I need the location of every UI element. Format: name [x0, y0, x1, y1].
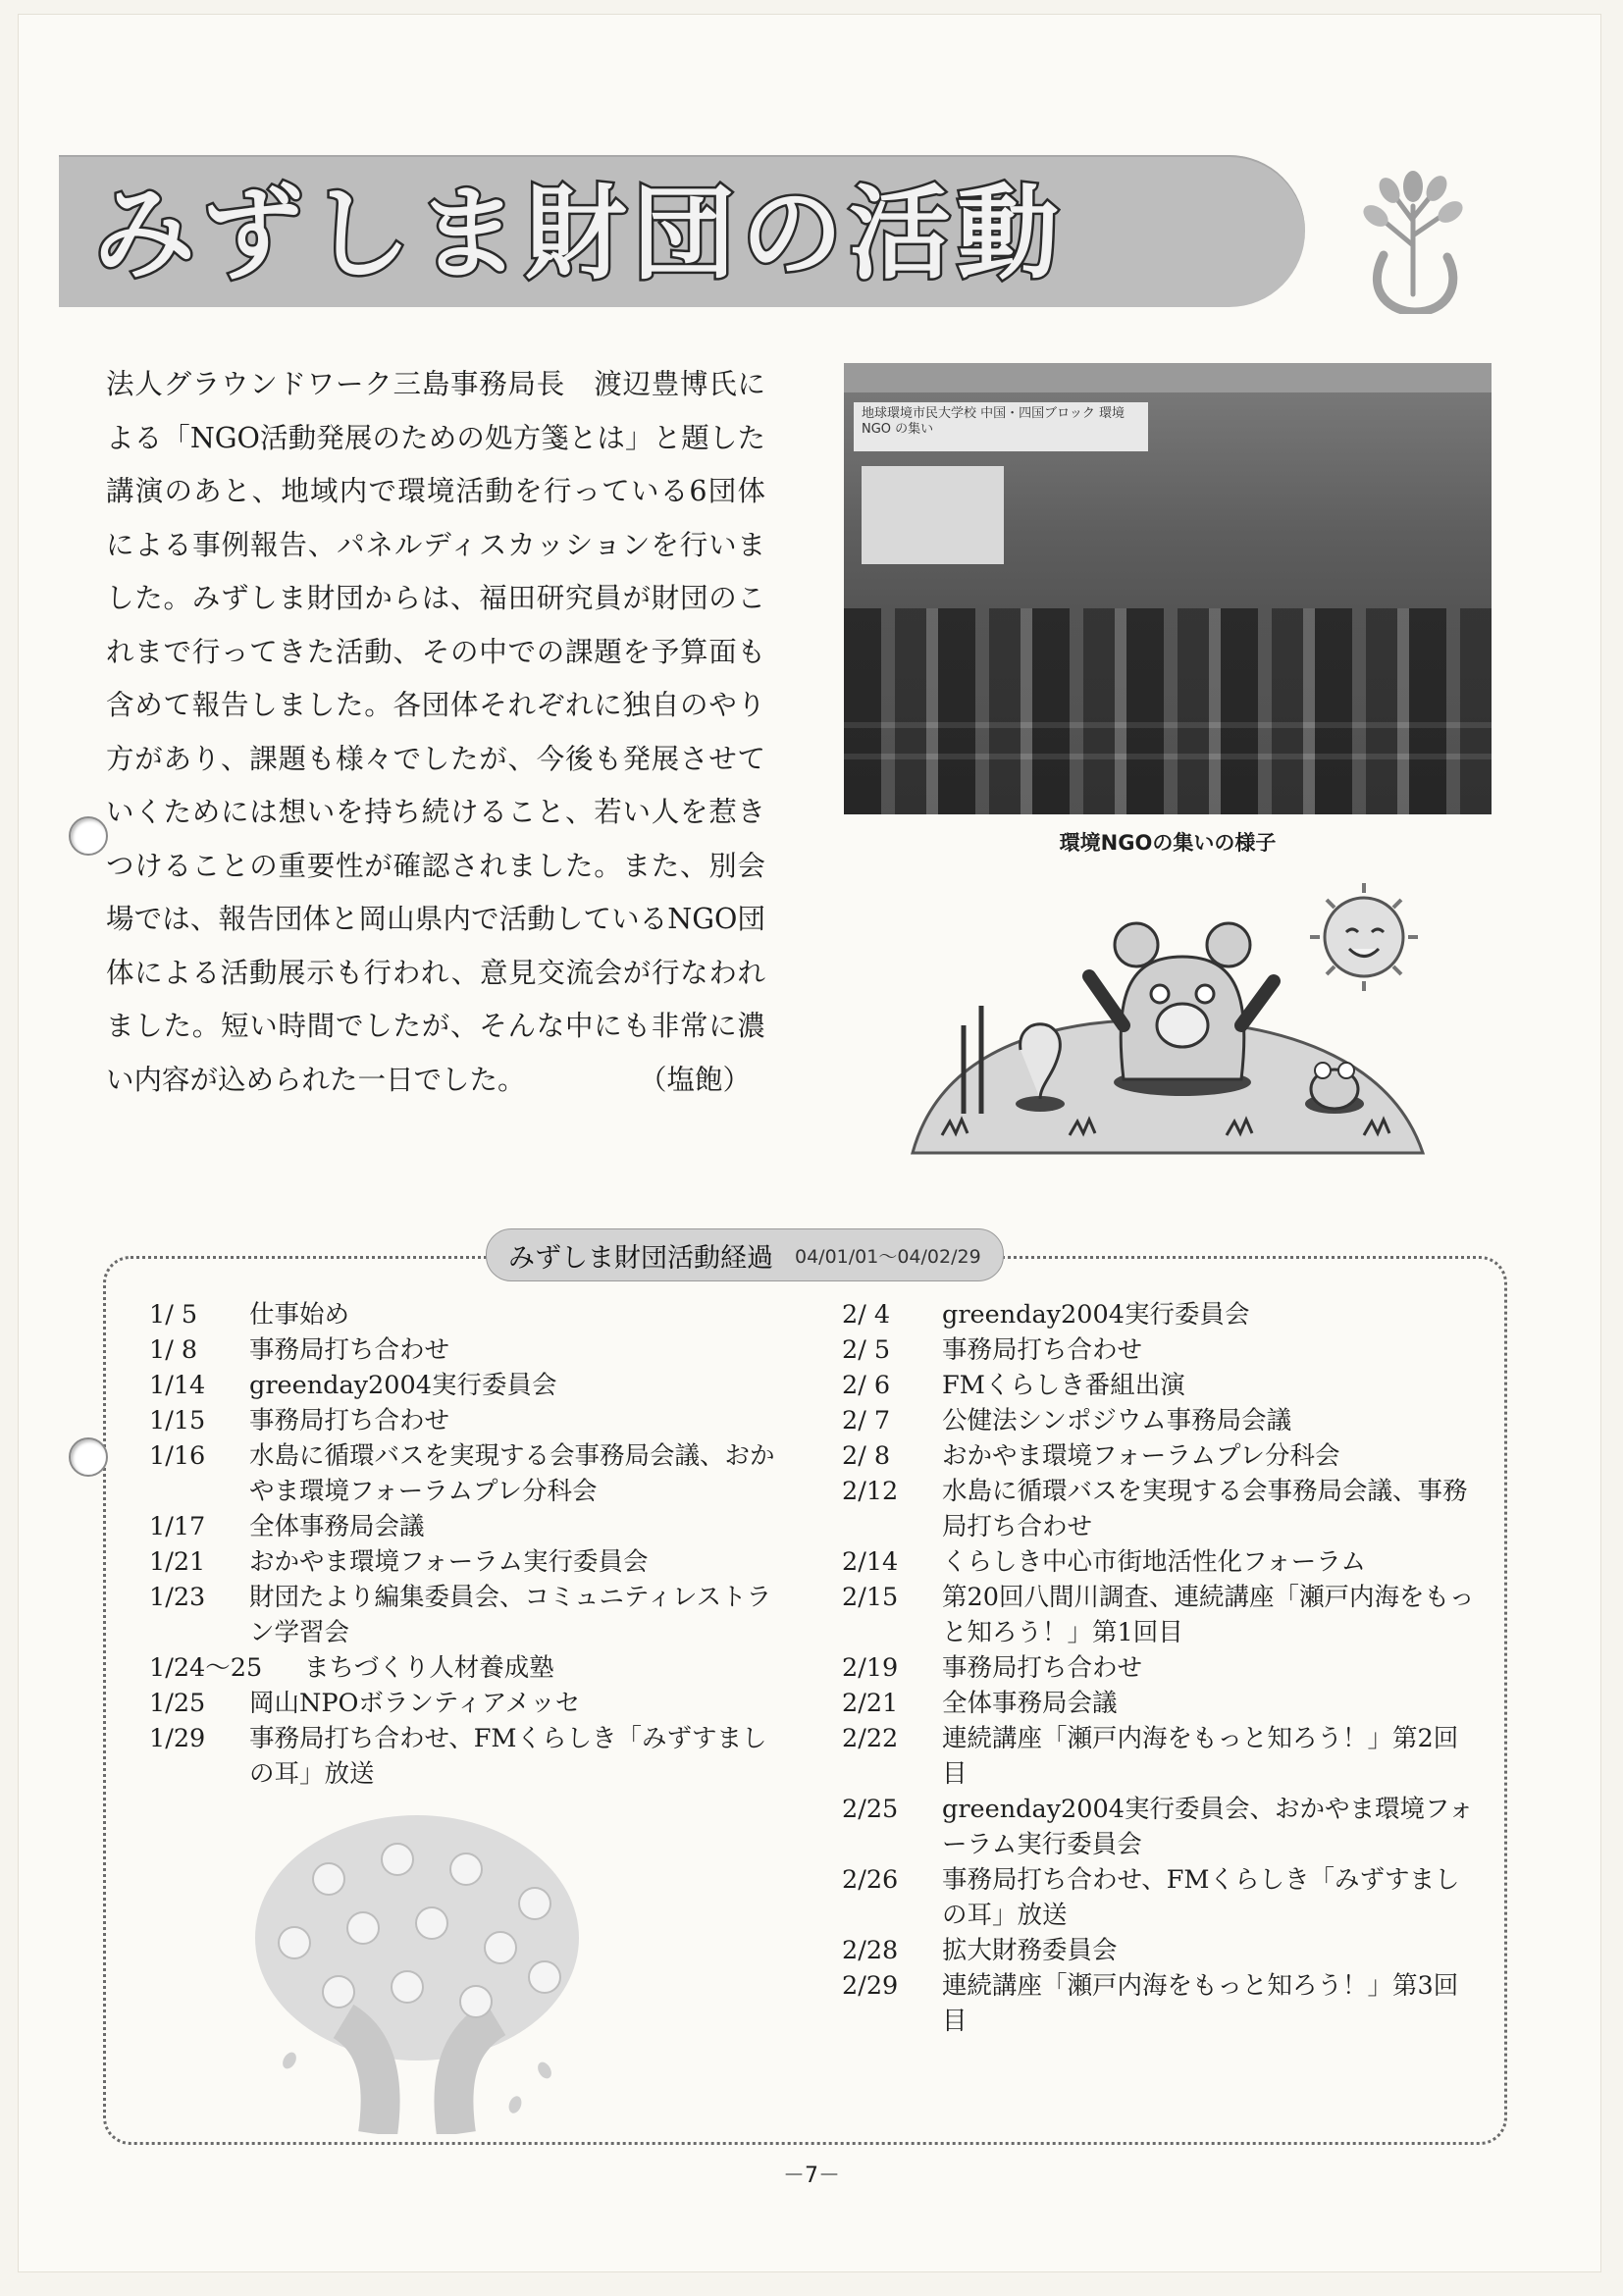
list-item: 2/ 8 おかやま環境フォーラムプレ分科会: [842, 1441, 1340, 1471]
flower-tree-illustration-icon: [250, 1810, 584, 2134]
list-item: 1/21 おかやま環境フォーラム実行委員会: [149, 1547, 649, 1577]
list-item: 2/26 事務局打ち合わせ、FMくらしき「みずすましの耳」放送: [842, 1865, 1460, 1930]
page-number: －7－: [783, 2164, 840, 2188]
page-title: みずしま財団の活動: [93, 174, 1066, 293]
list-item: 1/17 全体事務局会議: [149, 1512, 425, 1541]
list-item: 2/ 5 事務局打ち合わせ: [842, 1335, 1143, 1365]
activity-log-title: みずしま財団活動経過: [508, 1242, 773, 1274]
list-item: 2/22 連続講座「瀬戸内海をもっと知ろう！」第2回目: [842, 1724, 1459, 1789]
list-item: 1/24〜25 まちづくり人材養成塾: [149, 1653, 554, 1683]
bear-sun-illustration-icon: [903, 878, 1433, 1163]
list-item: 2/21 全体事務局会議: [842, 1689, 1118, 1718]
list-item: 2/28 拡大財務委員会: [842, 1936, 1118, 1965]
list-item: 2/29 連続講座「瀬戸内海をもっと知ろう！」第3回目: [842, 1971, 1459, 2036]
list-item: 1/23 財団たより編集委員会、コミュニティレストラン学習会: [149, 1583, 772, 1647]
photo-stage-banner: 地球環境市民大学校 中国・四国ブロック 環境 NGO の集い: [854, 402, 1148, 451]
list-item: 2/19 事務局打ち合わせ: [842, 1653, 1143, 1683]
article-body: [106, 358, 765, 1108]
list-item: 1/29 事務局打ち合わせ、FMくらしき「みずすましの耳」放送: [149, 1724, 767, 1789]
list-item: 2/25 greenday2004実行委員会、おかやま環境フォーラム実行委員会: [842, 1795, 1474, 1859]
activity-log-range: 04/01/01〜04/02/29: [795, 1245, 981, 1268]
list-item: 2/ 6 FMくらしき番組出演: [842, 1371, 1185, 1400]
event-photo: [844, 363, 1492, 814]
binder-hole: [69, 1437, 108, 1477]
list-item: 2/14 くらしき中心市街地活性化フォーラム: [842, 1547, 1366, 1577]
list-item: 2/12 水島に循環バスを実現する会事務局会議、事務局打ち合わせ: [842, 1477, 1468, 1541]
article-paragraph: 法人グラウンドワーク三島事務局長 渡辺豊博氏による「NGO活動発展のための処方箋とは」と題した講演のあと、地域内で環境活動を行っている6団体による事例報告、パネルディスカッションを行いました。みずしま財団からは、福田研究員が財団のこれまで行ってきた活動、その中での課題を予算面も含めて報告しました。各団体それぞれに独自のやり方があり、課題も様々でしたが、今後も発展させていくためには想いを持ち続けること、若い人を惹きつけることの重要性が確認されました。また、別会場では、報告団体と岡山県内で活動しているNGO団体による活動展示も行われ、意見交流会が行なわれました。短い時間でしたが、そんな中にも非常に濃い内容が込められた一日でした。: [106, 368, 765, 1096]
photo-audience: [844, 608, 1492, 814]
photo-ceiling: [844, 363, 1492, 392]
list-item: 1/16 水島に循環バスを実現する会事務局会議、おかやま環境フォーラムプレ分科会: [149, 1441, 775, 1506]
activity-log-title-pill: [486, 1228, 1004, 1281]
activity-list-february: [842, 1297, 1480, 2039]
list-item: 1/ 5 仕事始め: [149, 1300, 350, 1330]
activity-list-january: [149, 1297, 777, 1792]
list-item: 1/15 事務局打ち合わせ: [149, 1406, 450, 1435]
list-item: 1/ 8 事務局打ち合わせ: [149, 1335, 450, 1365]
list-item: 2/15 第20回八間川調査、連続講座「瀬戸内海をもっと知ろう！」第1回目: [842, 1583, 1475, 1647]
sprout-logo-icon: [1354, 147, 1472, 314]
photo-projection-screen: [862, 466, 1004, 564]
list-item: 1/14 greenday2004実行委員会: [149, 1371, 557, 1400]
list-item: 2/ 4 greenday2004実行委員会: [842, 1300, 1250, 1330]
list-item: 2/ 7 公健法シンポジウム事務局会議: [842, 1406, 1292, 1435]
list-item: 1/25 岡山NPOボランティアメッセ: [149, 1689, 581, 1718]
binder-hole: [69, 816, 108, 856]
article-signature: （塩飽）: [638, 1064, 751, 1096]
photo-caption: 環境NGOの集いの様子: [1059, 831, 1277, 855]
